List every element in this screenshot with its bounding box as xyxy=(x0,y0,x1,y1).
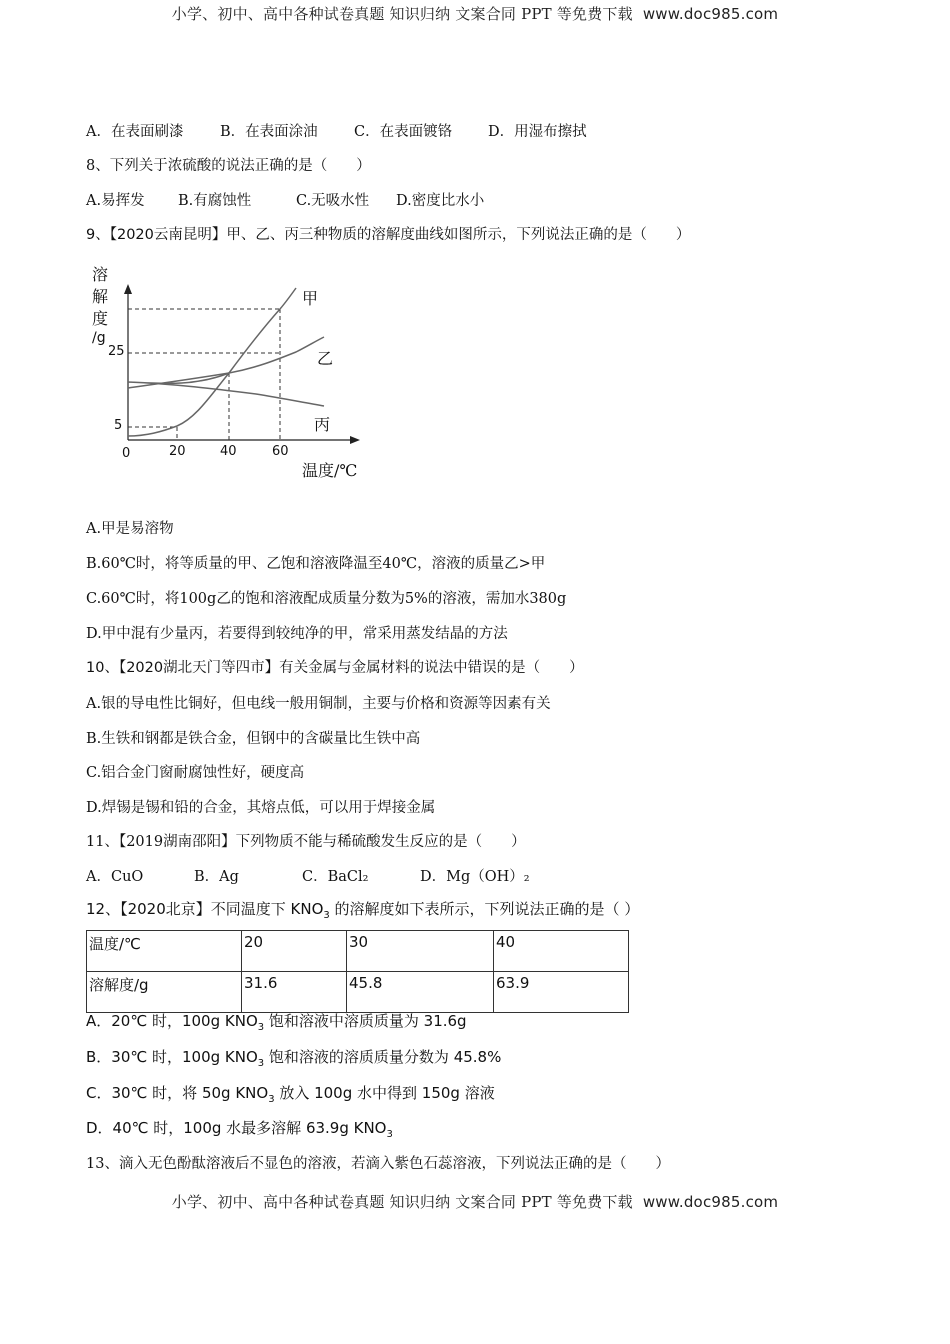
table-cell: 31.6 xyxy=(242,972,347,1013)
y-label-4: /g xyxy=(92,330,106,346)
q8-stem: 8、下列关于浓硫酸的说法正确的是（ ） xyxy=(86,158,371,174)
y-label-3: 度 xyxy=(92,309,109,328)
q9-option-d: D.甲中混有少量丙，若要得到较纯净的甲，常采用蒸发结晶的方法 xyxy=(86,626,508,642)
q11-options xyxy=(86,865,530,886)
q8-option-c: C.无吸水性 xyxy=(296,193,370,209)
y-tick-25: 25 xyxy=(108,344,125,359)
q8-option-b: B.有腐蚀性 xyxy=(178,193,252,209)
q9-stem: 9、【2020云南昆明】甲、乙、丙三种物质的溶解度曲线如图所示，下列说法正确的是（ ） xyxy=(86,227,691,243)
y-label-1: 溶 xyxy=(92,265,109,284)
footer-url[interactable]: www.doc985.com xyxy=(642,1193,779,1211)
q10-option-b: B.生铁和钢都是铁合金，但钢中的含碳量比生铁中高 xyxy=(86,731,421,747)
q11-option-a: A．CuO xyxy=(86,869,144,885)
table-cell: 溶解度/g xyxy=(87,972,242,1013)
q13-stem: 13、滴入无色酚酞溶液后不显色的溶液，若滴入紫色石蕊溶液，下列说法正确的是（ ） xyxy=(86,1156,670,1172)
q10-option-c: C.铝合金门窗耐腐蚀性好，硬度高 xyxy=(86,765,305,781)
q8-option-a: A.易挥发 xyxy=(86,193,145,209)
footer-text: 小学、初中、高中各种试卷真题 知识归纳 文案合同 PPT 等免费下载 xyxy=(171,1193,633,1211)
q7-option-c: C．在表面镀铬 xyxy=(354,124,453,140)
solubility-chart xyxy=(86,260,386,485)
q12-stem: 12、【2020北京】不同温度下 $KNO_3$ 的溶解度如下表所示，下列说法正确的是（ ） xyxy=(86,900,640,921)
x-tick-40: 40 xyxy=(220,444,237,459)
q11-option-d: D．Mg（OH）₂ xyxy=(420,869,530,885)
q10-option-a: A.银的导电性比铜好，但电线一般用铜制，主要与价格和资源等因素有关 xyxy=(86,696,551,712)
q8-option-d: D.密度比水小 xyxy=(396,193,485,209)
table-cell: 63.9 xyxy=(494,972,629,1013)
q11-option-c: C．BaCl₂ xyxy=(302,869,369,885)
legend-bing: 丙 xyxy=(314,415,331,434)
solubility-table xyxy=(86,930,629,1013)
y-tick-5: 5 xyxy=(114,418,123,433)
legend-yi: 乙 xyxy=(317,349,334,368)
series-bing-curve xyxy=(128,373,324,406)
q10-option-d: D.焊锡是锡和铅的合金，其熔点低，可以用于焊接金属 xyxy=(86,800,436,816)
table-cell: 温度/℃ xyxy=(87,931,242,972)
table-row xyxy=(87,931,629,972)
q7-option-a: A．在表面刷漆 xyxy=(86,124,184,140)
q12-option-b: B．30℃ 时，100g $KNO_3$ 饱和溶液的溶质质量分数为 45.8% xyxy=(86,1048,502,1069)
table-row xyxy=(87,972,629,1013)
series-yi-curve xyxy=(128,337,324,388)
x-axis-label: 温度/℃ xyxy=(302,461,358,480)
x-tick-60: 60 xyxy=(272,444,289,459)
q7-option-b: B．在表面涂油 xyxy=(220,124,318,140)
q12-option-c: C．30℃ 时，将 50g $KNO_3$ 放入 100g 水中得到 150g 溶液 xyxy=(86,1084,495,1105)
y-label-2: 解 xyxy=(92,287,109,306)
q7-option-d: D．用湿布擦拭 xyxy=(488,124,587,140)
q11-stem: 11、【2019湖南邵阳】下列物质不能与稀硫酸发生反应的是（ ） xyxy=(86,834,526,850)
x-tick-20: 20 xyxy=(169,444,186,459)
q9-option-c: C.60℃时，将100g乙的饱和溶液配成质量分数为5%的溶液，需加水380g xyxy=(86,591,567,607)
header-url[interactable]: www.doc985.com xyxy=(642,5,779,23)
table-cell: 30 xyxy=(347,931,494,972)
legend-jia: 甲 xyxy=(302,289,319,308)
q7-options xyxy=(86,120,587,141)
q10-stem: 10、【2020湖北天门等四市】有关金属与金属材料的说法中错误的是（ ） xyxy=(86,660,584,676)
page-header xyxy=(0,3,950,24)
table-cell: 40 xyxy=(494,931,629,972)
header-text: 小学、初中、高中各种试卷真题 知识归纳 文案合同 PPT 等免费下载 xyxy=(171,5,633,23)
q12-option-a: A．20℃ 时，100g $KNO_3$ 饱和溶液中溶质质量为 31.6g xyxy=(86,1012,467,1033)
page-footer xyxy=(0,1191,950,1212)
x-tick-0: 0 xyxy=(122,446,131,461)
q9-option-b: B.60℃时，将等质量的甲、乙饱和溶液降温至40℃，溶液的质量乙>甲 xyxy=(86,556,546,572)
table-cell: 20 xyxy=(242,931,347,972)
q12-option-d: D．40℃ 时，100g 水最多溶解 63.9g $KNO_3$ xyxy=(86,1119,393,1140)
q11-option-b: B．Ag xyxy=(194,869,239,885)
q9-option-a: A.甲是易溶物 xyxy=(86,521,174,537)
q8-options xyxy=(86,189,484,210)
table-cell: 45.8 xyxy=(347,972,494,1013)
